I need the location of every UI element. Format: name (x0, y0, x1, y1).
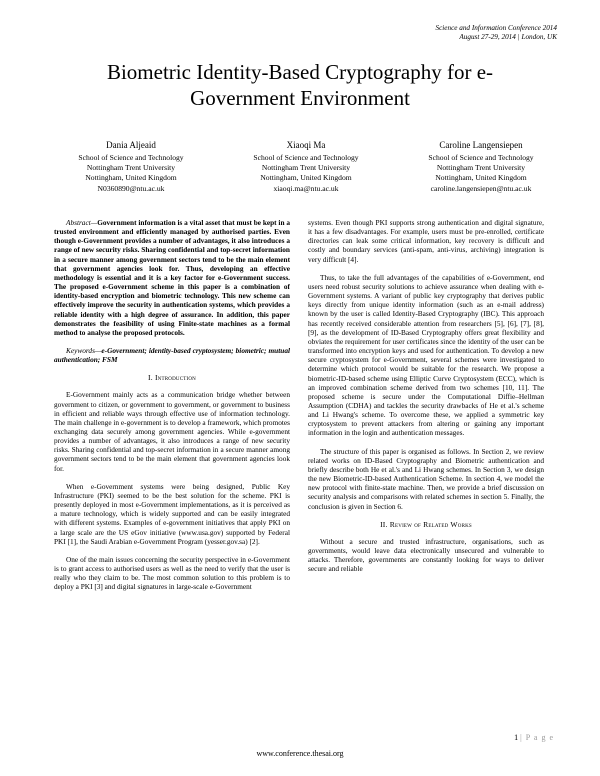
footer-url[interactable]: www.conference.thesai.org (256, 749, 344, 758)
author-email: N0360890@ntu.ac.uk (97, 183, 165, 193)
page-number-value: 1 (514, 733, 519, 742)
keywords-text: e-Government; identity-based cryptosystem; biometric; mutual authentication; FSM (54, 346, 290, 365)
author-university: Nottingham Trent University (86, 163, 176, 173)
abstract-text: Government information is a vital asset that must be kept in a trusted environment and efficiently managed by authorised parties. Even though e-Government provides a number of advantages, it also introduces a range of new security risks. Sharing confidential and top-secret information in a secure manner among government sectors tend to be the main element that government agencies look for. Thus, developing an effective methodology is essential and it is a key factor for e-Government success. The proposed e-Government scheme in this paper is a combination of identity-based encryption and biometric technology. This new scheme can effectively improve the security in authentication systems, which provides a reliable identity with a high degree of assurance. In addition, this paper demonstrates the feasibility of using Finite-state machines as a formal method to analyse the proposed protocols. (54, 218, 290, 337)
author-1 (46, 139, 216, 194)
paragraph: systems. Even though PKI supports strong authentication and digital signature, it has a few disadvantages. For example, users must be pre-enrolled, certificate directories can leak some critical information, key recovery is difficult and costly and boundary services (anti-spam, anti-virus, archiving) integration is very difficult [4]. (308, 218, 544, 264)
paragraph: Without a secure and trusted infrastructure, organisations, such as governments, would leave data electronically unsecured and vulnerable to attacks. Therefore, governments are constantly looking for ways to deliver secure and reliable (308, 536, 544, 574)
paragraph: Thus, to take the full advantages of the capabilities of e-Government, end users need robust security solutions to achieve assurance when dealing with e-Government systems. A variant of public key cryptography that derives public keys directly from unique identity information (such as an e-mail address) known by the user is called Identity-Based Cryptography (IBC). This approach has recently received considerable attention from researchers [5], [6], [7], [8], [9], as the development of ID-Based Cryptography offers great flexibility and obviates the requirement for user certificates since the identity of the user can be transformed into encryption keys and used for authentication. To develop a new secure cryptosystem for e-Government, several schemes were investigated to determine which protocol would be suitable for the research. We propose a biometric-ID-based scheme using Elliptic Curve Cryptosystem (ECC), which is an improved combination scheme derived from two schemes [10, 11]. The proposed scheme is secure under the Computational Diffie–Hellman Assumption (CDHA) and tackles the security drawbacks of He et al.'s scheme and Li Hwang's scheme. To overcome these, we applied a symmetric key cryptosystem to prevent attackers from altering or gaining any important information in the login and authentication messages. (308, 272, 544, 438)
author-affiliation: School of Science and Technology (78, 153, 184, 162)
paragraph: The structure of this paper is organised as follows. In Section 2, we review related works on ID-Based Cryptography and Biometric authentication and briefly describe both He et al.'s and Li Hwang schemes. In Section 3, we design the new Biometric-ID-based Authentication Scheme. In section 4, we model the new protocol with finite-state machine. Then, we provide a brief discussion on security analysis and comparisons with related schemes in section 5. Finally, the conclusion is given in Section 6. (308, 446, 544, 511)
paragraph: One of the main issues concerning the security perspective in e-Government is to grant access to authorised users as well as the need to verify that the user is really who they claim to be. The most common solution to this problem is to deploy a PKI [3] and digital signatures in large-scale e-Government (54, 554, 290, 592)
abstract-lead: Abstract— (66, 218, 98, 227)
keywords (54, 346, 290, 364)
page-number (514, 733, 554, 742)
conference-name: Science and Information Conference 2014 (435, 24, 557, 32)
author-name: Caroline Langensiepen (439, 140, 523, 150)
author-name: Dania Aljeaid (106, 140, 156, 150)
paper-title: Biometric Identity-Based Cryptography for e-Government Environment (106, 60, 494, 110)
author-location: Nottingham, United Kingdom (85, 173, 177, 183)
left-column (54, 218, 290, 600)
author-location: Nottingham, United Kingdom (260, 173, 352, 183)
author-affiliation: School of Science and Technology (253, 153, 359, 162)
author-email: caroline.langensiepen@ntu.ac.uk (430, 183, 532, 193)
author-university: Nottingham Trent University (261, 163, 351, 173)
abstract (54, 218, 290, 337)
author-location: Nottingham, United Kingdom (435, 173, 527, 183)
paragraph: When e-Government systems were being designed, Public Key Infrastructure (PKI) seemed to be the best solution for the scheme. PKI is presently deployed in most e-Government implementations, as it is perceived as a mature technology, which is widely supported and can be easily integrated with different systems. Examples of e-government initiatives that apply PKI on a large scale are the US eGov initiative (www.usa.gov) supported by Federal PKI [1], the Saudi Arabian e-Government Program (yesser.gov.sa) [2]. (54, 481, 290, 546)
keywords-lead: Keywords— (66, 346, 102, 356)
author-3 (396, 139, 566, 194)
section-heading: I. Introduction (148, 373, 196, 383)
section-heading: II. Review of Related Works (380, 519, 472, 529)
author-email: xiaoqi.ma@ntu.ac.uk (273, 183, 339, 193)
author-2 (221, 139, 391, 194)
paragraph: E-Government mainly acts as a communication bridge whether between government to citizen, or government to government, or government to business in efficient and reliable ways through effective use of information technology. The main challenge in e-government is to develop a framework, which promotes exchanging data securely among government agencies. While e-government provides a number of advantages, it also introduces a range of new security risks. Sharing confidential and top-secret information in a secure manner among government sectors tend to be the main element that government agencies look for. (54, 390, 290, 473)
right-column (308, 218, 544, 582)
author-university: Nottingham Trent University (436, 163, 526, 173)
author-name: Xiaoqi Ma (286, 140, 326, 150)
conference-dates: August 27-29, 2014 | London, UK (459, 33, 557, 41)
author-block (46, 139, 566, 194)
author-affiliation: School of Science and Technology (428, 153, 534, 162)
conference-header (257, 24, 557, 42)
page-label: | P a g e (520, 733, 554, 742)
